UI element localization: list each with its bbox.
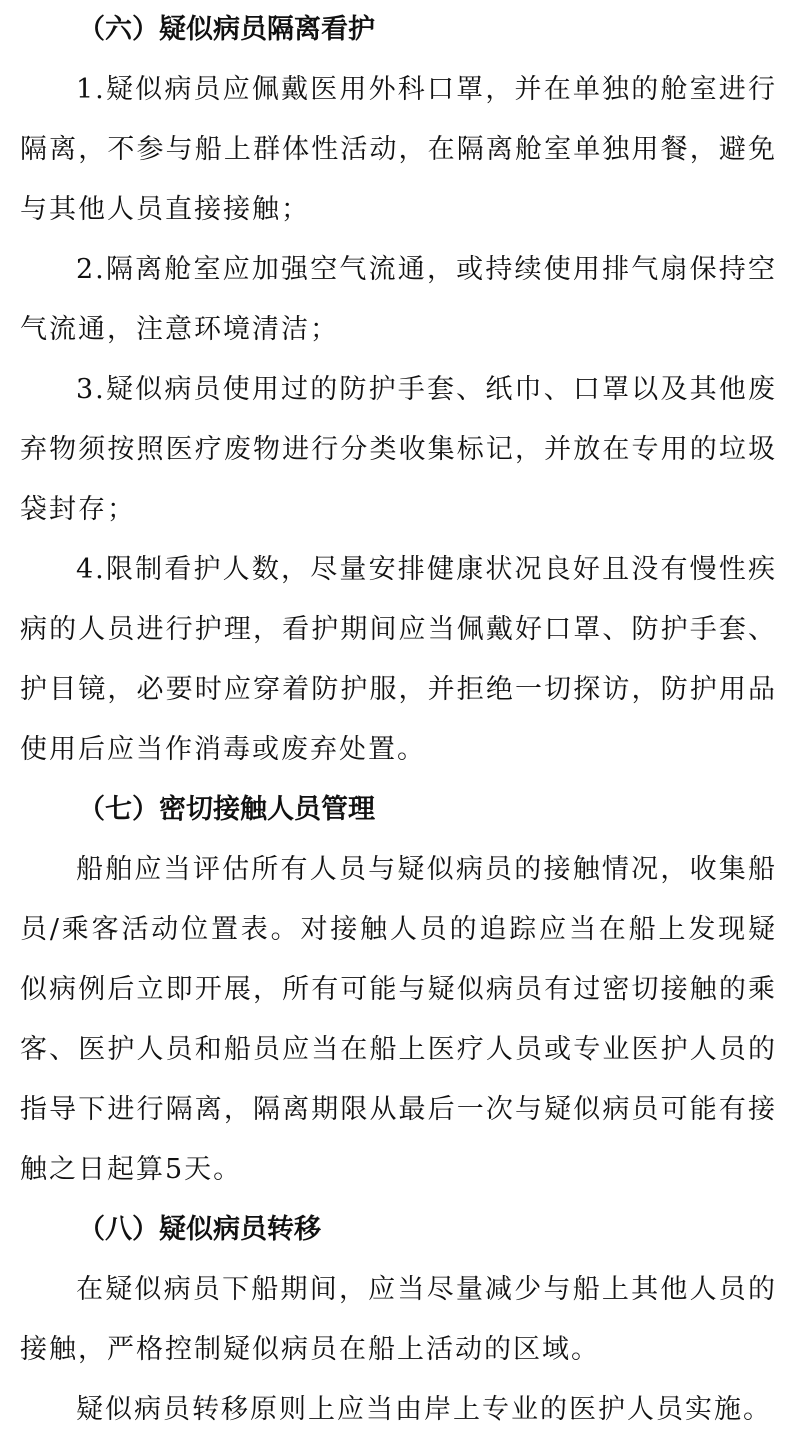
section-heading-close-contacts: （七）密切接触人员管理	[78, 794, 375, 825]
paragraph-transfer-principle: 疑似病员转移原则上应当由岸上专业的医护人员实施。	[76, 1394, 772, 1425]
paragraph-item-2-ventilation: 2.隔离舱室应加强空气流通，或持续使用排气扇保持空气流通，注意环境清洁；	[20, 254, 777, 345]
paragraph-item-1-mask-isolation: 1.疑似病员应佩戴医用外科口罩，并在单独的舱室进行隔离，不参与船上群体性活动，在隔离舱室单独用餐，避免与其他人员直接接触；	[20, 74, 777, 225]
document-body	[20, 0, 777, 1440]
paragraph-item-4-caretakers: 4.限制看护人数，尽量安排健康状况良好且没有慢性疾病的人员进行护理，看护期间应当佩戴好口罩、防护手套、护目镜，必要时应穿着防护服，并拒绝一切探访，防护用品使用后应当作消毒或废弃处置。	[20, 554, 777, 765]
section-heading-isolation-care: （六）疑似病员隔离看护	[78, 14, 375, 45]
paragraph-close-contact-tracing: 船舶应当评估所有人员与疑似病员的接触情况，收集船员/乘客活动位置表。对接触人员的追踪应当在船上发现疑似病例后立即开展，所有可能与疑似病员有过密切接触的乘客、医护人员和船员应当在船上医疗人员或专业医护人员的指导下进行隔离，隔离期限从最后一次与疑似病员可能有接触之日起算5天。	[20, 854, 777, 1185]
paragraph-item-3-waste-handling: 3.疑似病员使用过的防护手套、纸巾、口罩以及其他废弃物须按照医疗废物进行分类收集标记，并放在专用的垃圾袋封存；	[20, 374, 777, 525]
paragraph-disembarkation-contact: 在疑似病员下船期间，应当尽量减少与船上其他人员的接触，严格控制疑似病员在船上活动的区域。	[20, 1274, 777, 1365]
section-heading-patient-transfer: （八）疑似病员转移	[78, 1214, 321, 1245]
